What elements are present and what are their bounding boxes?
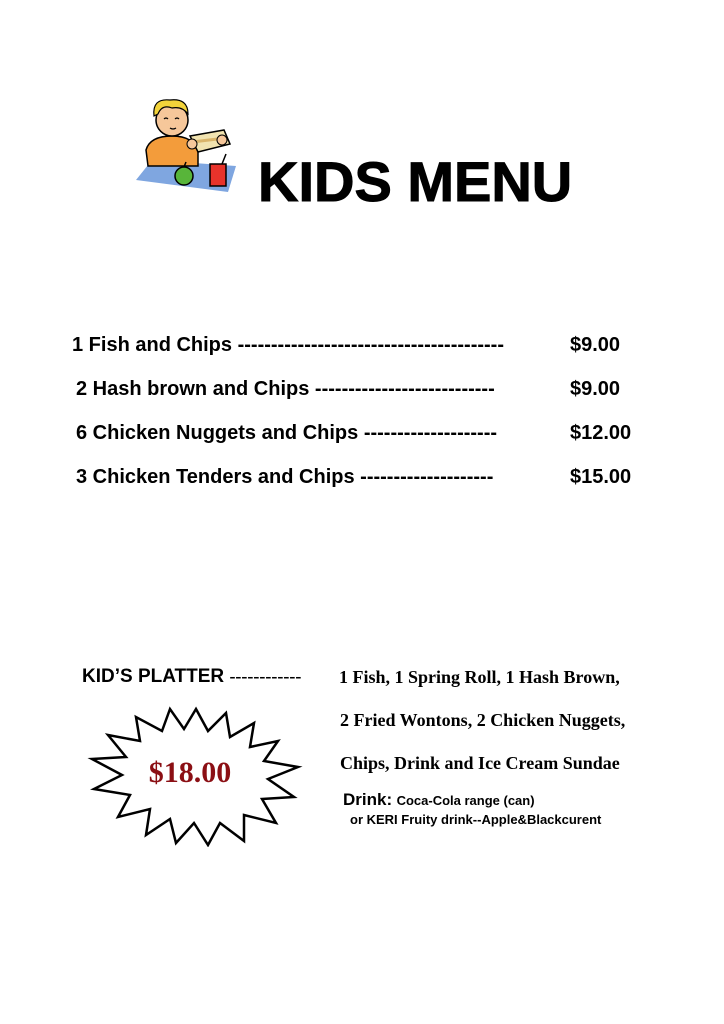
menu-row [0, 374, 724, 404]
platter-heading [82, 662, 301, 691]
menu-item-dashes: -------------------- [360, 466, 494, 488]
menu-row [0, 462, 724, 492]
menu-item-text [76, 418, 497, 448]
platter-line: 2 Fried Wontons, 2 Chicken Nuggets, [340, 710, 626, 730]
menu-item-name: 6 Chicken Nuggets and Chips [76, 422, 359, 444]
menu-item-text [76, 374, 495, 404]
drink-option: or KERI Fruity drink--Apple&Blackcurent [350, 812, 602, 827]
menu-row [0, 418, 724, 448]
menu-item-dashes: --------------------------- [314, 378, 495, 400]
menu-item-dashes: -------------------- [363, 422, 498, 444]
platter-line: 1 Fish, 1 Spring Roll, 1 Hash Brown, [339, 667, 620, 687]
menu-row [0, 330, 724, 360]
menu-item-text [76, 462, 493, 492]
drink-label: Drink: [343, 790, 393, 809]
platter-label: KID’S PLATTER [82, 666, 225, 687]
drink-line [343, 790, 535, 810]
menu-item-price: $15.00 [570, 466, 632, 488]
menu-item-dashes: ---------------------------------------- [237, 334, 504, 356]
menu-title: KIDS MENU [258, 150, 573, 213]
menu-item-text [72, 330, 504, 360]
boy-eating-clipart [132, 92, 244, 200]
platter-price: $18.00 [148, 756, 232, 789]
menu-item-name: 3 Chicken Tenders and Chips [76, 466, 355, 488]
menu-item-price: $9.00 [570, 378, 621, 400]
menu-item-price: $9.00 [570, 334, 621, 356]
menu-item-name: 2 Hash brown and Chips [76, 378, 310, 400]
platter-line: Chips, Drink and Ice Cream Sundae [340, 753, 620, 773]
menu-item-name: 1 Fish and Chips [72, 334, 233, 356]
menu-item-price: $12.00 [570, 422, 632, 444]
drink-option: Coca-Cola range (can) [396, 793, 535, 808]
platter-dashes: ------------ [229, 666, 302, 686]
